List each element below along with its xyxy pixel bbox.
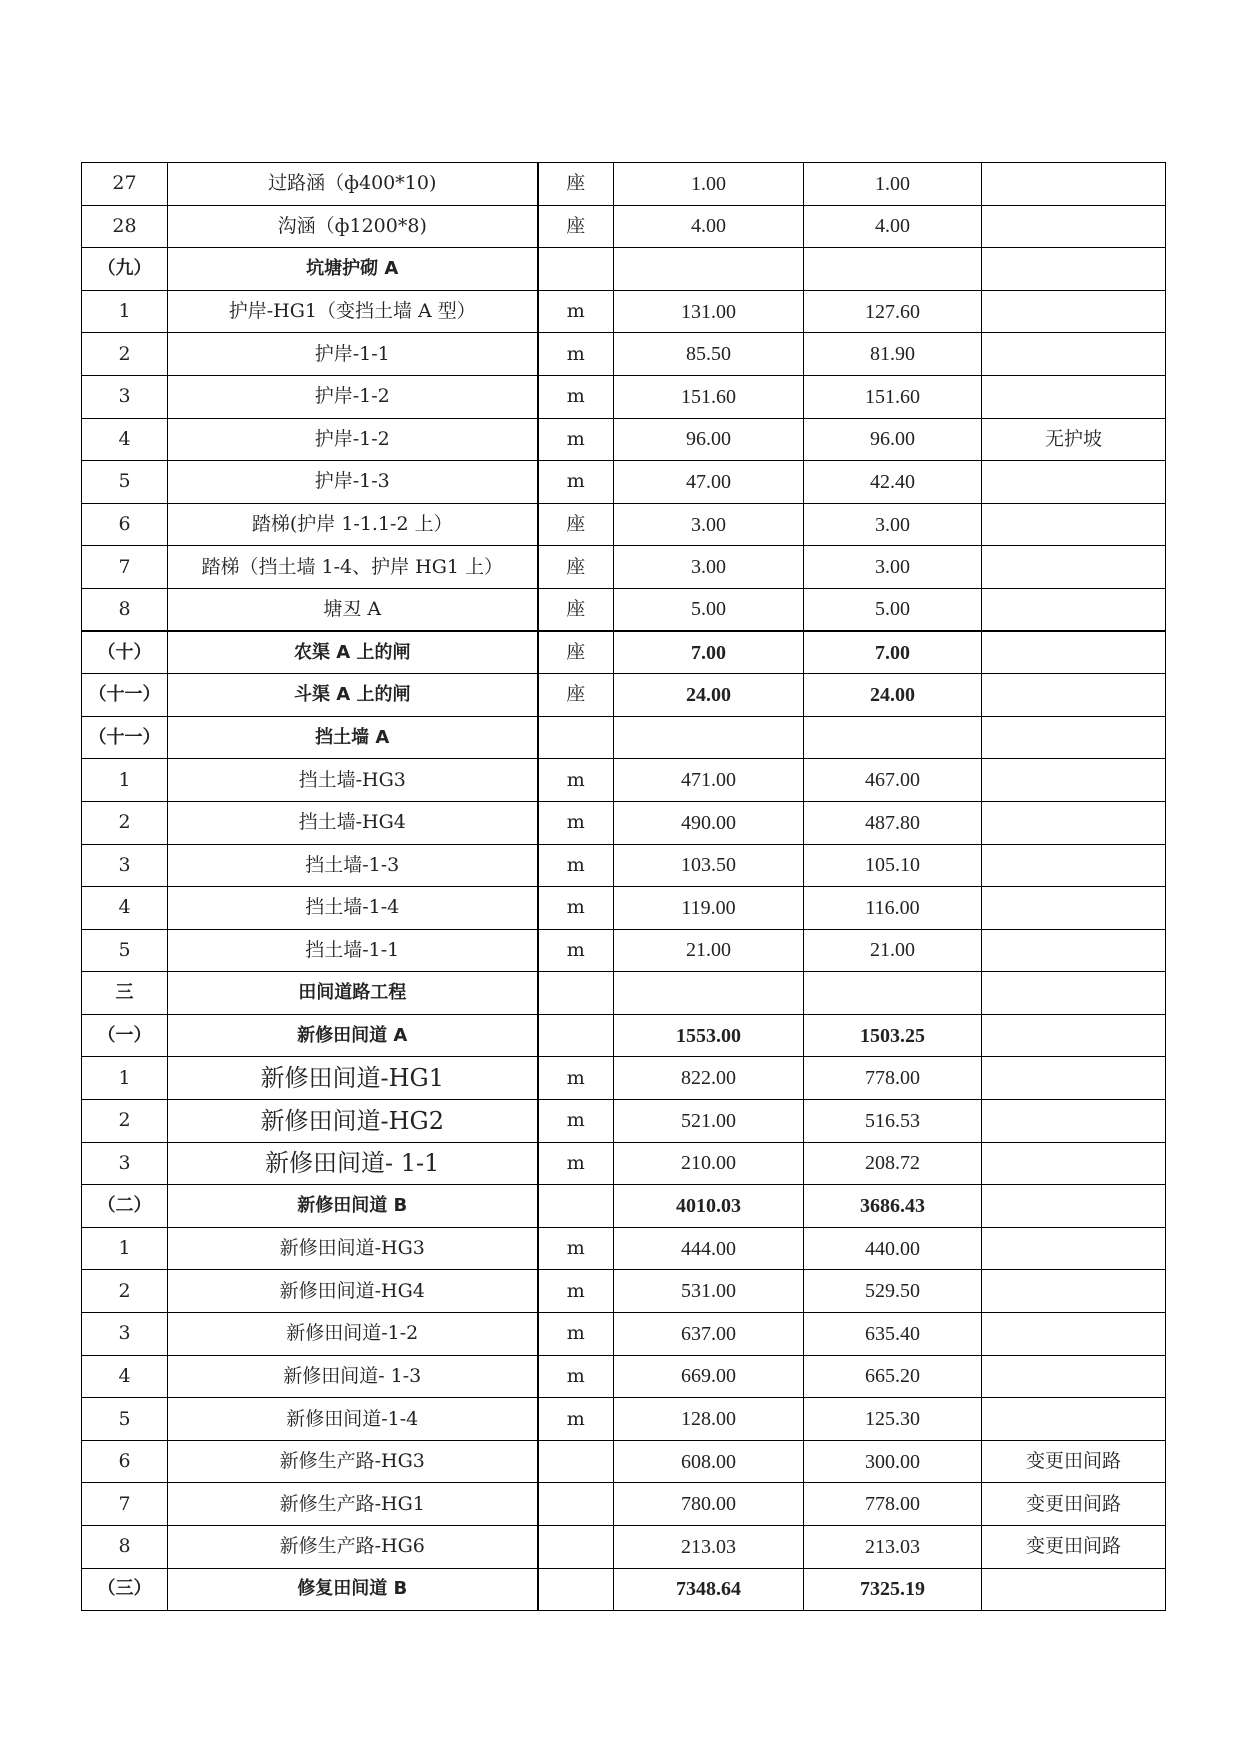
- row-number-cell: 1: [82, 1227, 168, 1270]
- row-number-cell: 4: [82, 887, 168, 930]
- item-name-cell: 农渠 A 上的闸: [168, 631, 538, 674]
- item-name-cell: 斗渠 A 上的闸: [168, 674, 538, 717]
- design-quantity-cell: 151.60: [614, 375, 804, 418]
- unit-cell: m: [538, 1313, 614, 1356]
- actual-quantity-cell: 96.00: [804, 418, 982, 461]
- item-name-cell: 新修田间道-1-2: [168, 1313, 538, 1356]
- item-name-cell: 田间道路工程: [168, 972, 538, 1015]
- table-row: [82, 1440, 1166, 1483]
- row-number-cell: （十一）: [82, 716, 168, 759]
- table-row: [82, 801, 1166, 844]
- row-number-cell: 2: [82, 801, 168, 844]
- item-name-cell: 踏梯(护岸 1-1.1-2 上）: [168, 503, 538, 546]
- unit-cell: m: [538, 333, 614, 376]
- design-quantity-cell: 3.00: [614, 546, 804, 589]
- unit-cell: m: [538, 461, 614, 504]
- table-row: [82, 716, 1166, 759]
- table-row: [82, 588, 1166, 631]
- actual-quantity-cell: 300.00: [804, 1440, 982, 1483]
- remark-cell: [982, 1100, 1166, 1143]
- table-row: [82, 759, 1166, 802]
- row-number-cell: 1: [82, 759, 168, 802]
- design-quantity-cell: 4.00: [614, 205, 804, 248]
- remark-cell: [982, 759, 1166, 802]
- item-name-cell: 挡土墙-1-1: [168, 929, 538, 972]
- item-name-cell: 新修田间道 A: [168, 1014, 538, 1057]
- table-row: [82, 1227, 1166, 1270]
- table-row: [82, 546, 1166, 589]
- table-row: [82, 205, 1166, 248]
- remark-cell: 无护坡: [982, 418, 1166, 461]
- design-quantity-cell: 5.00: [614, 588, 804, 631]
- remark-cell: [982, 1227, 1166, 1270]
- item-name-cell: 新修生产路-HG3: [168, 1440, 538, 1483]
- remark-cell: [982, 375, 1166, 418]
- row-number-cell: 27: [82, 163, 168, 206]
- unit-cell: m: [538, 759, 614, 802]
- actual-quantity-cell: 208.72: [804, 1142, 982, 1185]
- design-quantity-cell: 3.00: [614, 503, 804, 546]
- remark-cell: 变更田间路: [982, 1440, 1166, 1483]
- row-number-cell: 1: [82, 1057, 168, 1100]
- actual-quantity-cell: 24.00: [804, 674, 982, 717]
- item-name-cell: 新修田间道- 1-1: [168, 1142, 538, 1185]
- design-quantity-cell: 7348.64: [614, 1568, 804, 1611]
- row-number-cell: 6: [82, 1440, 168, 1483]
- row-number-cell: 1: [82, 290, 168, 333]
- item-name-cell: 新修田间道 B: [168, 1185, 538, 1228]
- remark-cell: [982, 333, 1166, 376]
- table-row: [82, 375, 1166, 418]
- remark-cell: [982, 972, 1166, 1015]
- table-row: [82, 1355, 1166, 1398]
- remark-cell: [982, 887, 1166, 930]
- item-name-cell: 新修田间道-HG2: [168, 1100, 538, 1143]
- design-quantity-cell: 131.00: [614, 290, 804, 333]
- item-name-cell: 新修田间道-1-4: [168, 1398, 538, 1441]
- unit-cell: [538, 1014, 614, 1057]
- remark-cell: [982, 1185, 1166, 1228]
- actual-quantity-cell: 778.00: [804, 1057, 982, 1100]
- table-row: [82, 1526, 1166, 1569]
- table-row: [82, 248, 1166, 291]
- row-number-cell: 6: [82, 503, 168, 546]
- table-row: [82, 461, 1166, 504]
- unit-cell: m: [538, 1057, 614, 1100]
- table-row: [82, 631, 1166, 674]
- item-name-cell: 护岸-1-2: [168, 375, 538, 418]
- actual-quantity-cell: 529.50: [804, 1270, 982, 1313]
- unit-cell: 座: [538, 631, 614, 674]
- remark-cell: [982, 1355, 1166, 1398]
- item-name-cell: 新修田间道- 1-3: [168, 1355, 538, 1398]
- table-row: [82, 1398, 1166, 1441]
- actual-quantity-cell: 21.00: [804, 929, 982, 972]
- remark-cell: [982, 248, 1166, 291]
- row-number-cell: 28: [82, 205, 168, 248]
- actual-quantity-cell: 440.00: [804, 1227, 982, 1270]
- unit-cell: m: [538, 1355, 614, 1398]
- unit-cell: m: [538, 1398, 614, 1441]
- actual-quantity-cell: 5.00: [804, 588, 982, 631]
- remark-cell: [982, 1313, 1166, 1356]
- item-name-cell: 过路涵（ф400*10): [168, 163, 538, 206]
- actual-quantity-cell: 1.00: [804, 163, 982, 206]
- design-quantity-cell: 85.50: [614, 333, 804, 376]
- design-quantity-cell: 128.00: [614, 1398, 804, 1441]
- item-name-cell: 护岸-HG1（变挡土墙 A 型）: [168, 290, 538, 333]
- row-number-cell: 2: [82, 1100, 168, 1143]
- table-row: [82, 1483, 1166, 1526]
- design-quantity-cell: 608.00: [614, 1440, 804, 1483]
- design-quantity-cell: 7.00: [614, 631, 804, 674]
- unit-cell: m: [538, 418, 614, 461]
- design-quantity-cell: 119.00: [614, 887, 804, 930]
- design-quantity-cell: 47.00: [614, 461, 804, 504]
- row-number-cell: 3: [82, 844, 168, 887]
- item-name-cell: 挡土墙 A: [168, 716, 538, 759]
- row-number-cell: 4: [82, 418, 168, 461]
- item-name-cell: 护岸-1-2: [168, 418, 538, 461]
- remark-cell: [982, 631, 1166, 674]
- table-row: [82, 1185, 1166, 1228]
- design-quantity-cell: 780.00: [614, 1483, 804, 1526]
- row-number-cell: 7: [82, 546, 168, 589]
- row-number-cell: （九）: [82, 248, 168, 291]
- item-name-cell: 修复田间道 B: [168, 1568, 538, 1611]
- actual-quantity-cell: [804, 248, 982, 291]
- design-quantity-cell: 490.00: [614, 801, 804, 844]
- item-name-cell: 新修生产路-HG1: [168, 1483, 538, 1526]
- actual-quantity-cell: 778.00: [804, 1483, 982, 1526]
- actual-quantity-cell: 1503.25: [804, 1014, 982, 1057]
- actual-quantity-cell: 125.30: [804, 1398, 982, 1441]
- actual-quantity-cell: 3686.43: [804, 1185, 982, 1228]
- remark-cell: [982, 1568, 1166, 1611]
- remark-cell: [982, 1398, 1166, 1441]
- actual-quantity-cell: 3.00: [804, 546, 982, 589]
- table-row: [82, 1100, 1166, 1143]
- remark-cell: [982, 1014, 1166, 1057]
- unit-cell: 座: [538, 503, 614, 546]
- item-name-cell: 护岸-1-1: [168, 333, 538, 376]
- table-row: [82, 1142, 1166, 1185]
- remark-cell: [982, 163, 1166, 206]
- item-name-cell: 新修生产路-HG6: [168, 1526, 538, 1569]
- remark-cell: [982, 674, 1166, 717]
- unit-cell: [538, 248, 614, 291]
- actual-quantity-cell: 213.03: [804, 1526, 982, 1569]
- design-quantity-cell: 521.00: [614, 1100, 804, 1143]
- item-name-cell: 新修田间道-HG4: [168, 1270, 538, 1313]
- actual-quantity-cell: 42.40: [804, 461, 982, 504]
- design-quantity-cell: 471.00: [614, 759, 804, 802]
- actual-quantity-cell: 635.40: [804, 1313, 982, 1356]
- unit-cell: m: [538, 844, 614, 887]
- row-number-cell: （十一）: [82, 674, 168, 717]
- unit-cell: 座: [538, 674, 614, 717]
- remark-cell: [982, 929, 1166, 972]
- remark-cell: [982, 1270, 1166, 1313]
- design-quantity-cell: 444.00: [614, 1227, 804, 1270]
- unit-cell: [538, 972, 614, 1015]
- table-row: [82, 1313, 1166, 1356]
- design-quantity-cell: 213.03: [614, 1526, 804, 1569]
- table-row: [82, 290, 1166, 333]
- actual-quantity-cell: 487.80: [804, 801, 982, 844]
- row-number-cell: 3: [82, 1313, 168, 1356]
- unit-cell: [538, 1440, 614, 1483]
- unit-cell: [538, 1526, 614, 1569]
- remark-cell: [982, 716, 1166, 759]
- unit-cell: m: [538, 1270, 614, 1313]
- item-name-cell: 挡土墙-1-4: [168, 887, 538, 930]
- actual-quantity-cell: 151.60: [804, 375, 982, 418]
- design-quantity-cell: 637.00: [614, 1313, 804, 1356]
- unit-cell: m: [538, 375, 614, 418]
- item-name-cell: 踏梯（挡土墙 1-4、护岸 HG1 上）: [168, 546, 538, 589]
- actual-quantity-cell: 7325.19: [804, 1568, 982, 1611]
- actual-quantity-cell: 7.00: [804, 631, 982, 674]
- row-number-cell: 3: [82, 1142, 168, 1185]
- unit-cell: [538, 1483, 614, 1526]
- unit-cell: m: [538, 801, 614, 844]
- design-quantity-cell: 210.00: [614, 1142, 804, 1185]
- quantity-table: [81, 162, 1166, 1611]
- design-quantity-cell: 822.00: [614, 1057, 804, 1100]
- item-name-cell: 挡土墙-1-3: [168, 844, 538, 887]
- item-name-cell: 护岸-1-3: [168, 461, 538, 504]
- actual-quantity-cell: 105.10: [804, 844, 982, 887]
- remark-cell: 变更田间路: [982, 1483, 1166, 1526]
- row-number-cell: 5: [82, 1398, 168, 1441]
- remark-cell: [982, 844, 1166, 887]
- row-number-cell: 8: [82, 1526, 168, 1569]
- remark-cell: [982, 503, 1166, 546]
- row-number-cell: 三: [82, 972, 168, 1015]
- remark-cell: [982, 588, 1166, 631]
- unit-cell: m: [538, 1142, 614, 1185]
- remark-cell: [982, 461, 1166, 504]
- unit-cell: m: [538, 1100, 614, 1143]
- design-quantity-cell: 4010.03: [614, 1185, 804, 1228]
- row-number-cell: 7: [82, 1483, 168, 1526]
- design-quantity-cell: 1553.00: [614, 1014, 804, 1057]
- table-row: [82, 1014, 1166, 1057]
- row-number-cell: （一）: [82, 1014, 168, 1057]
- row-number-cell: 8: [82, 588, 168, 631]
- row-number-cell: 5: [82, 929, 168, 972]
- remark-cell: [982, 1142, 1166, 1185]
- remark-cell: [982, 1057, 1166, 1100]
- unit-cell: m: [538, 887, 614, 930]
- item-name-cell: 挡土墙-HG4: [168, 801, 538, 844]
- actual-quantity-cell: 3.00: [804, 503, 982, 546]
- remark-cell: [982, 801, 1166, 844]
- actual-quantity-cell: 516.53: [804, 1100, 982, 1143]
- item-name-cell: 沟涵（ф1200*8): [168, 205, 538, 248]
- design-quantity-cell: 531.00: [614, 1270, 804, 1313]
- table-row: [82, 333, 1166, 376]
- unit-cell: m: [538, 1227, 614, 1270]
- item-name-cell: 坑塘护砌 A: [168, 248, 538, 291]
- unit-cell: [538, 1185, 614, 1228]
- table-body: [82, 163, 1166, 1611]
- design-quantity-cell: [614, 716, 804, 759]
- table-row: [82, 418, 1166, 461]
- actual-quantity-cell: [804, 716, 982, 759]
- table-row: [82, 844, 1166, 887]
- design-quantity-cell: 1.00: [614, 163, 804, 206]
- row-number-cell: （二）: [82, 1185, 168, 1228]
- design-quantity-cell: 669.00: [614, 1355, 804, 1398]
- actual-quantity-cell: 127.60: [804, 290, 982, 333]
- unit-cell: 座: [538, 546, 614, 589]
- design-quantity-cell: 103.50: [614, 844, 804, 887]
- remark-cell: [982, 546, 1166, 589]
- item-name-cell: 新修田间道-HG1: [168, 1057, 538, 1100]
- actual-quantity-cell: 4.00: [804, 205, 982, 248]
- remark-cell: [982, 205, 1166, 248]
- table-row: [82, 674, 1166, 717]
- design-quantity-cell: 24.00: [614, 674, 804, 717]
- design-quantity-cell: 21.00: [614, 929, 804, 972]
- table-row: [82, 887, 1166, 930]
- design-quantity-cell: [614, 248, 804, 291]
- row-number-cell: 5: [82, 461, 168, 504]
- actual-quantity-cell: [804, 972, 982, 1015]
- table-row: [82, 972, 1166, 1015]
- unit-cell: m: [538, 929, 614, 972]
- remark-cell: 变更田间路: [982, 1526, 1166, 1569]
- row-number-cell: （三）: [82, 1568, 168, 1611]
- actual-quantity-cell: 467.00: [804, 759, 982, 802]
- table-row: [82, 163, 1166, 206]
- table-row: [82, 929, 1166, 972]
- design-quantity-cell: [614, 972, 804, 1015]
- unit-cell: [538, 716, 614, 759]
- row-number-cell: 4: [82, 1355, 168, 1398]
- row-number-cell: 2: [82, 333, 168, 376]
- item-name-cell: 塘丒 A: [168, 588, 538, 631]
- table-row: [82, 1270, 1166, 1313]
- unit-cell: 座: [538, 205, 614, 248]
- row-number-cell: 2: [82, 1270, 168, 1313]
- actual-quantity-cell: 116.00: [804, 887, 982, 930]
- unit-cell: m: [538, 290, 614, 333]
- unit-cell: 座: [538, 163, 614, 206]
- table-row: [82, 1057, 1166, 1100]
- item-name-cell: 挡土墙-HG3: [168, 759, 538, 802]
- actual-quantity-cell: 81.90: [804, 333, 982, 376]
- remark-cell: [982, 290, 1166, 333]
- table-row: [82, 1568, 1166, 1611]
- actual-quantity-cell: 665.20: [804, 1355, 982, 1398]
- unit-cell: 座: [538, 588, 614, 631]
- row-number-cell: 3: [82, 375, 168, 418]
- unit-cell: [538, 1568, 614, 1611]
- row-number-cell: （十）: [82, 631, 168, 674]
- item-name-cell: 新修田间道-HG3: [168, 1227, 538, 1270]
- table-row: [82, 503, 1166, 546]
- design-quantity-cell: 96.00: [614, 418, 804, 461]
